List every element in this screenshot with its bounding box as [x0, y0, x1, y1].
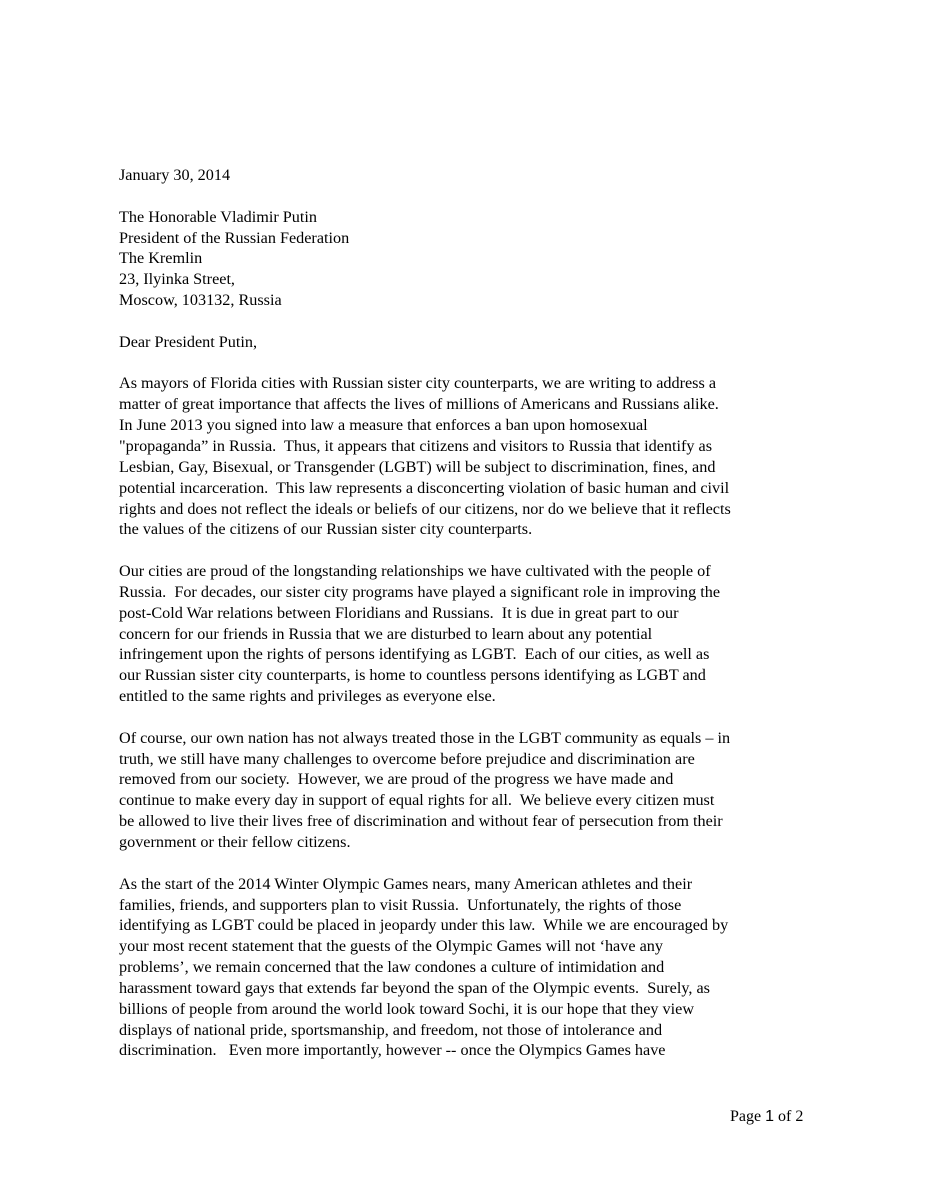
- paragraph-line: As the start of the 2014 Winter Olympic Games nears, many American athletes and their: [119, 874, 693, 893]
- paragraph-line: removed from our society. However, we are proud of the progress we have made and: [119, 770, 674, 789]
- page-of-label: of: [774, 1108, 796, 1125]
- spacer: [119, 311, 819, 332]
- paragraph-line: identifying as LGBT could be placed in jeopardy under this law. While we are encouraged by: [119, 916, 729, 935]
- recipient-line: Moscow, 103132, Russia: [119, 291, 282, 310]
- paragraph-line: continue to make every day in support of equal rights for all. We believe every citizen must: [119, 791, 715, 810]
- recipient-address: [119, 207, 819, 311]
- page-total: 2: [795, 1108, 804, 1125]
- recipient-line: 23, Ilyinka Street,: [119, 270, 235, 289]
- letter-body: [119, 165, 819, 1061]
- paragraph-line: potential incarceration. This law represents a disconcerting violation of basic human and civil: [119, 478, 730, 497]
- paragraph-line: infringement upon the rights of persons identifying as LGBT. Each of our cities, as well as: [119, 645, 710, 664]
- salutation: Dear President Putin,: [119, 332, 258, 351]
- recipient-line: The Honorable Vladimir Putin: [119, 207, 317, 226]
- spacer: [119, 853, 819, 874]
- spacer: [119, 707, 819, 728]
- page-number-footer: [730, 1107, 803, 1127]
- paragraph-line: families, friends, and supporters plan to visit Russia. Unfortunately, the rights of those: [119, 895, 682, 914]
- spacer: [119, 186, 819, 207]
- paragraph-line: displays of national pride, sportsmanship, and freedom, not those of intolerance and: [119, 1020, 663, 1039]
- paragraph-line: entitled to the same rights and privileges as everyone else.: [119, 687, 496, 706]
- paragraph-line: your most recent statement that the guests of the Olympic Games will not ‘have any: [119, 937, 663, 956]
- paragraph-line: harassment toward gays that extends far beyond the span of the Olympic events. Surely, as: [119, 978, 710, 997]
- letter-date: January 30, 2014: [119, 166, 231, 184]
- paragraph: [119, 561, 819, 707]
- recipient-line: The Kremlin: [119, 249, 203, 268]
- spacer: [119, 353, 819, 374]
- paragraph-line: post-Cold War relations between Floridians and Russians. It is due in great part to our: [119, 603, 679, 622]
- paragraph-line: be allowed to live their lives free of discrimination and without fear of persecution from their: [119, 812, 723, 831]
- paragraph-line: discrimination. Even more importantly, however -- once the Olympics Games have: [119, 1041, 666, 1060]
- paragraph-line: concern for our friends in Russia that we are disturbed to learn about any potential: [119, 624, 653, 643]
- page-number: 1: [765, 1108, 775, 1125]
- page-label: Page: [730, 1108, 766, 1125]
- paragraph: [119, 373, 819, 540]
- paragraph-line: Our cities are proud of the longstanding relationships we have cultivated with the people of: [119, 562, 711, 581]
- paragraph-line: In June 2013 you signed into law a measure that enforces a ban upon homosexual: [119, 416, 648, 435]
- paragraph-line: problems’, we remain concerned that the law condones a culture of intimidation and: [119, 958, 665, 977]
- paragraph: [119, 874, 819, 1062]
- paragraph-line: truth, we still have many challenges to overcome before prejudice and discrimination are: [119, 749, 695, 768]
- paragraph-line: Of course, our own nation has not always treated those in the LGBT community as equals – in: [119, 728, 731, 747]
- paragraph-line: Lesbian, Gay, Bisexual, or Transgender (LGBT) will be subject to discrimination, fines, and: [119, 457, 716, 476]
- paragraph-line: matter of great importance that affects the lives of millions of Americans and Russians alike.: [119, 395, 719, 414]
- paragraph-line: the values of the citizens of our Russian sister city counterparts.: [119, 520, 533, 539]
- paragraph-line: "propaganda” in Russia. Thus, it appears that citizens and visitors to Russia that identify as: [119, 436, 712, 455]
- paragraph-line: rights and does not reflect the ideals or beliefs of our citizens, nor do we believe that it reflects: [119, 499, 731, 518]
- paragraph-line: government or their fellow citizens.: [119, 833, 351, 851]
- paragraph-line: Russia. For decades, our sister city programs have played a significant role in improving the: [119, 582, 721, 601]
- recipient-line: President of the Russian Federation: [119, 228, 350, 247]
- paragraph-line: As mayors of Florida cities with Russian sister city counterparts, we are writing to address a: [119, 374, 717, 393]
- paragraph: [119, 728, 819, 853]
- paragraph-line: billions of people from around the world look toward Sochi, it is our hope that they view: [119, 999, 695, 1018]
- paragraph-line: our Russian sister city counterparts, is home to countless persons identifying as LGBT and: [119, 666, 706, 685]
- spacer: [119, 540, 819, 561]
